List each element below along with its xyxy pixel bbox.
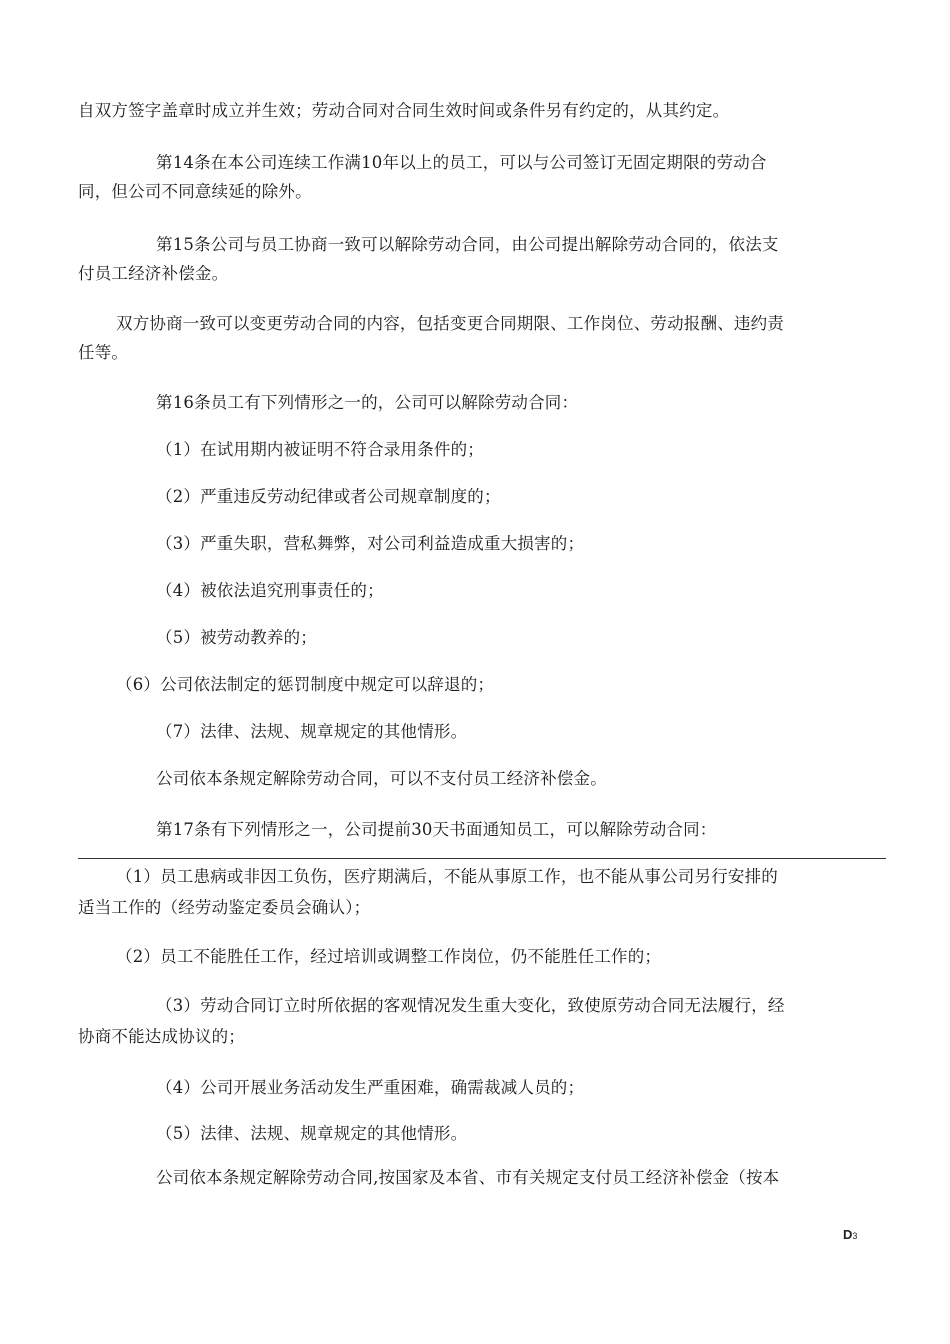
paragraph-line: 第17条有下列情形之一，公司提前30天书面通知员工，可以解除劳动合同： [156,820,717,839]
list-item: （2）严重违反劳动纪律或者公司规章制度的； [156,487,501,506]
list-item: 协商不能达成协议的； [78,1027,245,1046]
list-item: （6）公司依法制定的惩罚制度中规定可以辞退的； [116,675,495,694]
list-item: （4）公司开展业务活动发生严重困难，确需裁减人员的； [156,1078,585,1097]
list-item: （3）劳动合同订立时所依据的客观情况发生重大变化，致使原劳动合同无法履行，经 [156,996,785,1015]
list-item: （4）被依法追究刑事责任的； [156,581,384,600]
list-item: （1）员工患病或非因工负伤，医疗期满后，不能从事原工作，也不能从事公司另行安排的 [116,867,778,886]
horizontal-rule [78,858,886,859]
page-number-sub: 3 [852,1231,858,1241]
list-item: （1）在试用期内被证明不符合录用条件的； [156,440,484,459]
paragraph-line: 公司依本条规定解除劳动合同,按国家及本省、市有关规定支付员工经济补偿金（按本 [156,1168,780,1187]
list-item: （5）法律、法规、规章规定的其他情形。 [156,1124,468,1143]
page-number-main: D [843,1227,853,1242]
page-number [843,1227,857,1242]
paragraph-line: 公司依本条规定解除劳动合同，可以不支付员工经济补偿金。 [156,769,607,788]
paragraph-line: 自双方签字盖章时成立并生效；劳动合同对合同生效时间或条件另有约定的，从其约定。 [78,101,730,120]
paragraph-line: 任等。 [78,343,129,362]
list-item: 适当工作的（经劳动鉴定委员会确认）； [78,898,371,917]
list-item: （5）被劳动教养的； [156,628,317,647]
paragraph-line: 第14条在本公司连续工作满10年以上的员工，可以与公司签订无固定期限的劳动合 [156,153,767,172]
paragraph-line: 第16条员工有下列情形之一的，公司可以解除劳动合同： [156,393,579,412]
paragraph-line: 第15条公司与员工协商一致可以解除劳动合同，由公司提出解除劳动合同的，依法支 [156,235,779,254]
paragraph-line: 同，但公司不同意续延的除外。 [78,182,312,201]
list-item: （2）员工不能胜任工作，经过培训或调整工作岗位，仍不能胜任工作的； [116,947,662,966]
list-item: （3）严重失职，营私舞弊，对公司利益造成重大损害的； [156,534,585,553]
list-item: （7）法律、法规、规章规定的其他情形。 [156,722,468,741]
paragraph-line: 付员工经济补偿金。 [78,264,229,283]
paragraph-line: 双方协商一致可以变更劳动合同的内容，包括变更合同期限、工作岗位、劳动报酬、违约责 [116,314,784,333]
